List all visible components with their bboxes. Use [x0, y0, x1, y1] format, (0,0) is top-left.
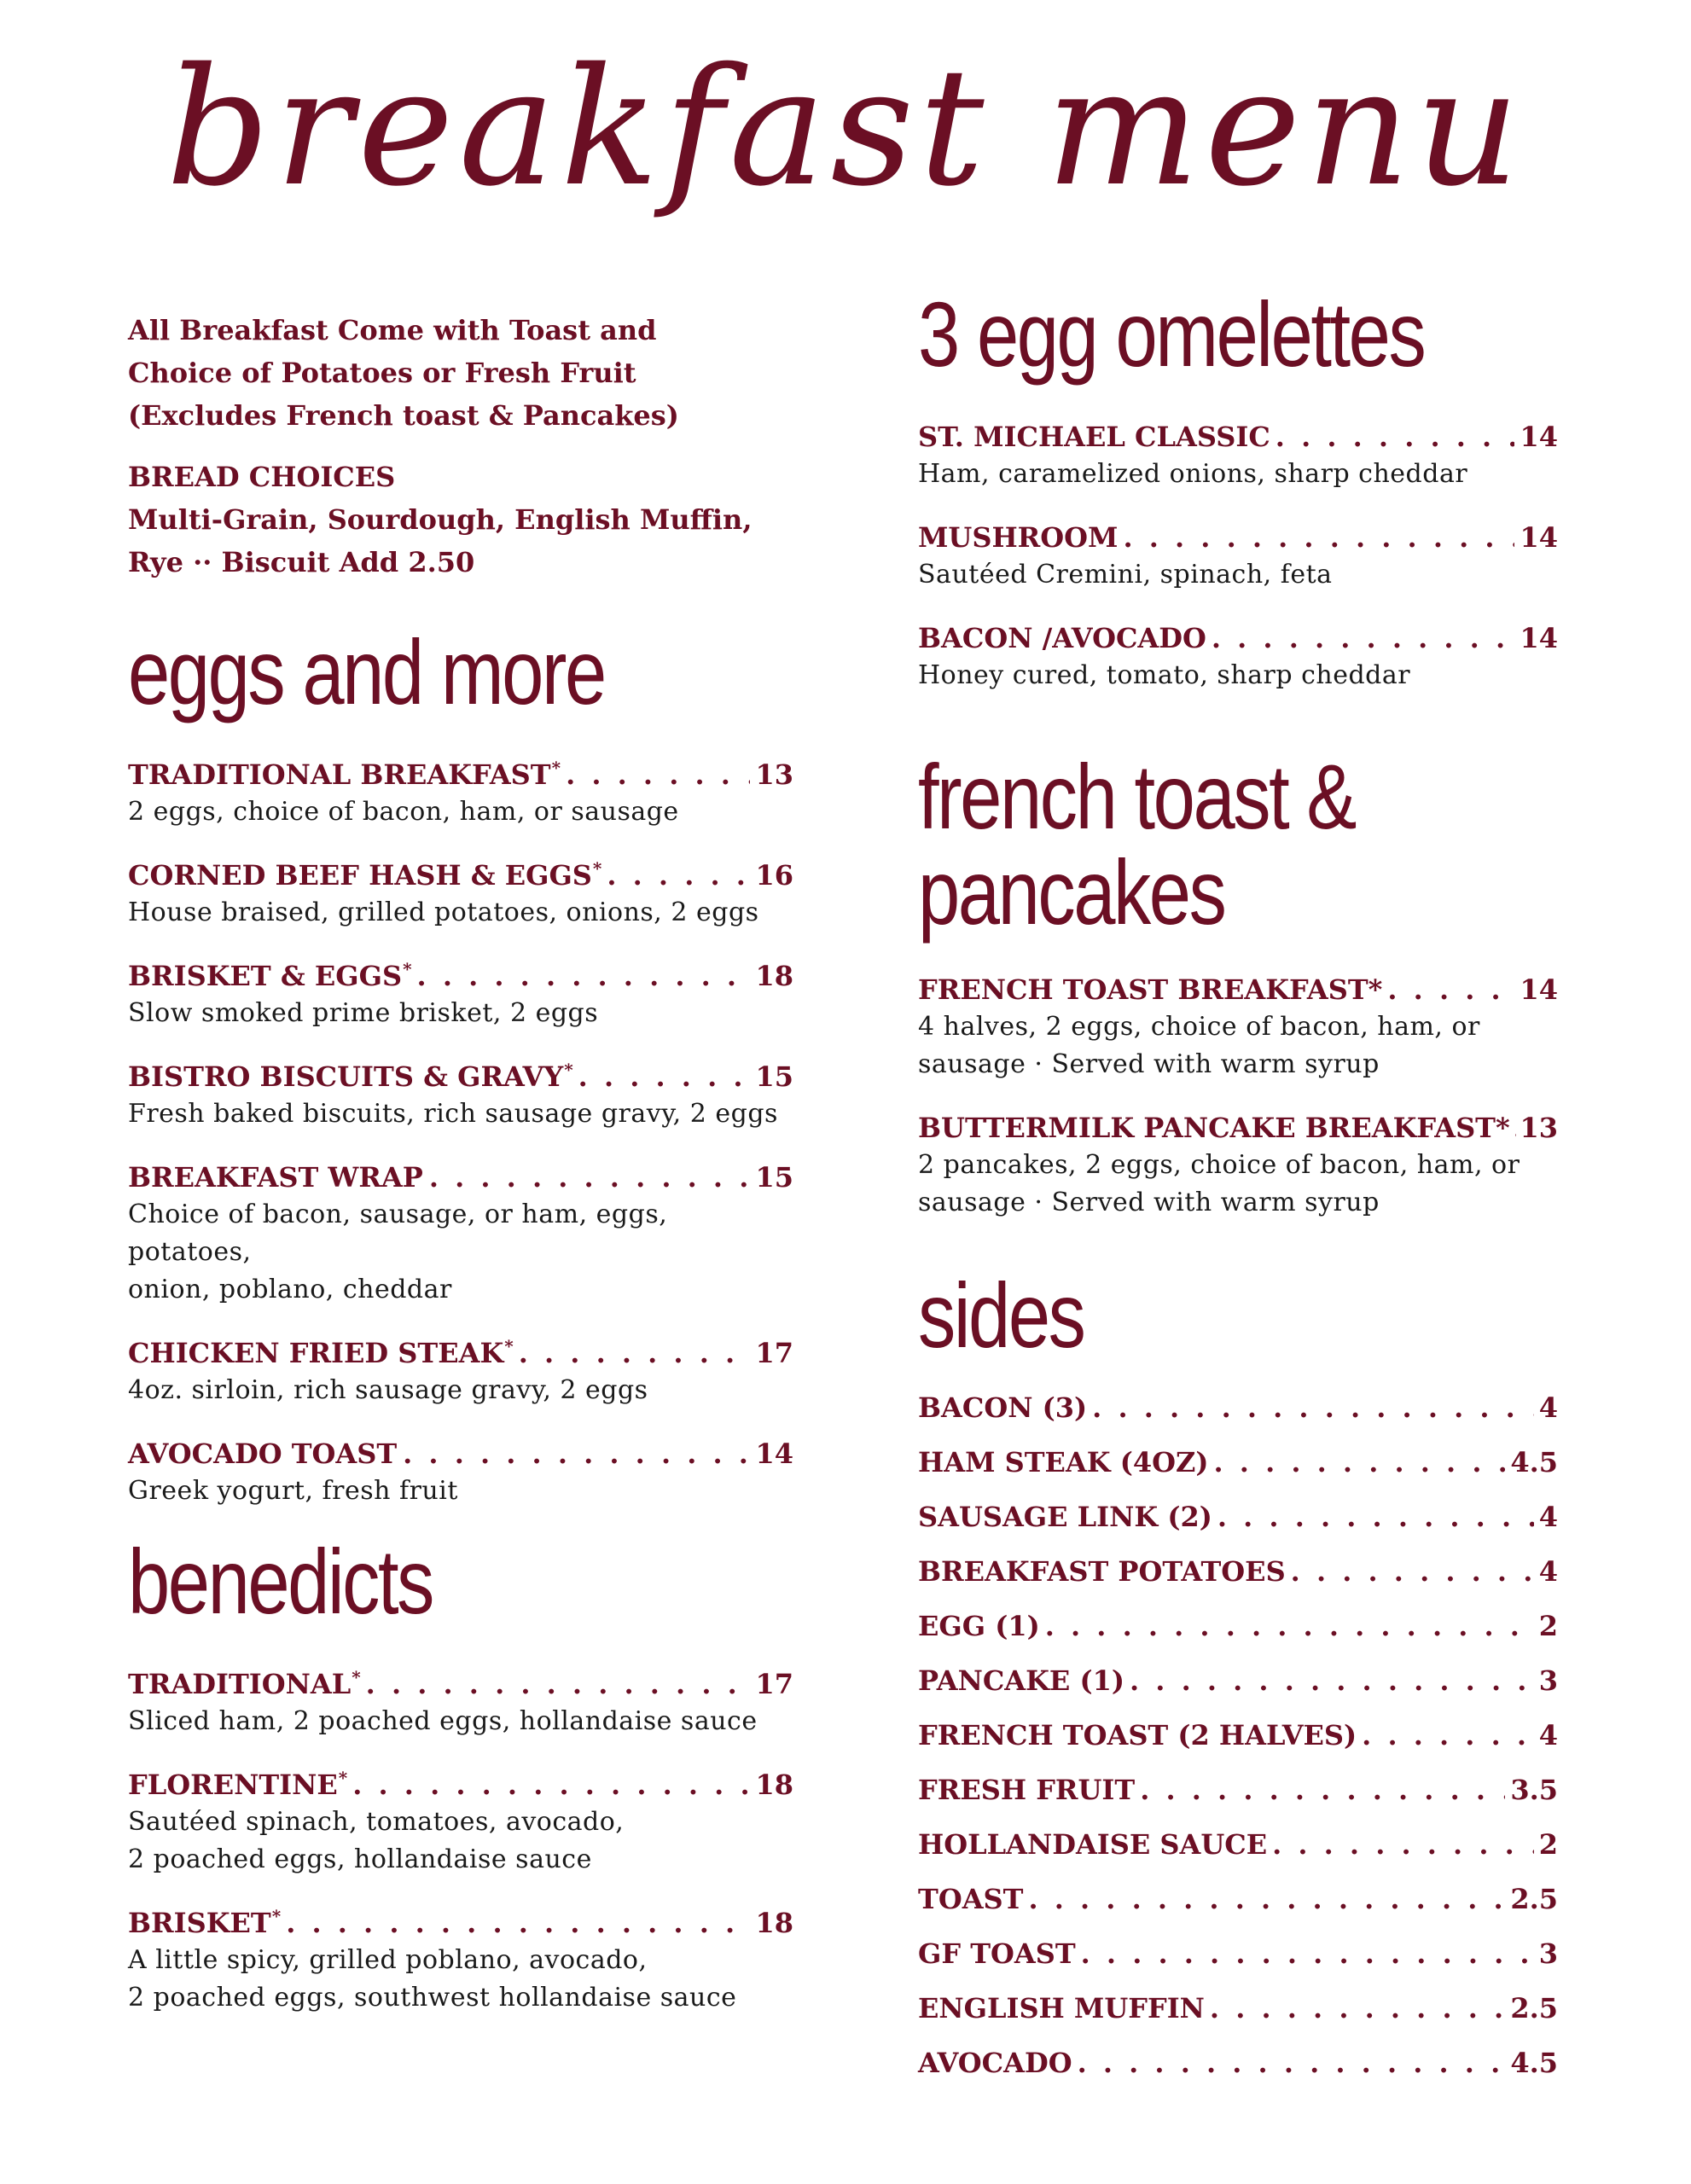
item-name: HAM STEAK (4OZ) — [918, 1446, 1209, 1478]
dot-leader — [1272, 1824, 1534, 1865]
item-description: House braised, grilled potatoes, onions, 2 eggs — [128, 897, 759, 927]
item-description: 2 pancakes, 2 eggs, choice of bacon, ham, or — [918, 1150, 1520, 1180]
dot-leader — [578, 1058, 751, 1095]
item-price: 14 — [1520, 521, 1558, 554]
item-price: 14 — [755, 1438, 793, 1470]
benedicts-list — [128, 1665, 793, 2017]
dot-leader — [1514, 1109, 1517, 1147]
dot-leader — [1387, 971, 1514, 1008]
item-name: TRADITIONAL* — [128, 1667, 361, 1700]
item-price: 18 — [755, 960, 793, 992]
item-name: ENGLISH MUFFIN — [918, 1992, 1205, 2024]
item-description: 2 poached eggs, hollandaise sauce — [128, 1844, 592, 1874]
item-description: Honey cured, tomato, sharp cheddar — [918, 660, 1411, 690]
item-name: BREAKFAST WRAP — [128, 1161, 423, 1194]
menu-item — [918, 519, 1558, 594]
item-price: 4 — [1538, 1555, 1558, 1588]
dot-leader — [1276, 418, 1515, 456]
item-name: FRESH FRUIT — [918, 1774, 1136, 1806]
side-item — [918, 1442, 1558, 1483]
item-price: 3.5 — [1510, 1774, 1558, 1806]
section-heading-benedicts: benedicts — [128, 1530, 433, 1633]
item-name: PANCAKE (1) — [918, 1664, 1124, 1697]
item-price: 18 — [755, 1907, 793, 1939]
bread-choices-line: Rye ·· Biscuit Add 2.50 — [128, 546, 475, 578]
menu-item — [918, 619, 1558, 694]
menu-item — [128, 1159, 793, 1309]
dot-leader — [403, 1435, 750, 1472]
item-name: AVOCADO — [918, 2047, 1072, 2079]
side-item — [918, 1606, 1558, 1647]
dot-leader — [1291, 1551, 1534, 1592]
item-price: 15 — [755, 1060, 793, 1093]
dot-leader — [1210, 1988, 1505, 2029]
side-item — [918, 1824, 1558, 1865]
side-item — [918, 1769, 1558, 1810]
item-price: 2 — [1538, 1610, 1558, 1642]
item-description: A little spicy, grilled poblano, avocado, — [128, 1945, 648, 1975]
side-item — [918, 1551, 1558, 1592]
item-description: sausage · Served with warm syrup — [918, 1188, 1380, 1217]
item-price: 4.5 — [1510, 1446, 1558, 1478]
item-price: 2 — [1538, 1828, 1558, 1861]
item-name: ST. MICHAEL CLASSIC — [918, 421, 1270, 453]
item-description: 4oz. sirloin, rich sausage gravy, 2 eggs — [128, 1375, 648, 1405]
item-name: AVOCADO TOAST — [128, 1438, 398, 1470]
item-name: CORNED BEEF HASH & EGGS* — [128, 858, 602, 892]
item-price: 3 — [1538, 1937, 1558, 1970]
dot-leader — [366, 1665, 751, 1703]
menu-item — [918, 418, 1558, 493]
section-heading-eggs: eggs and more — [128, 620, 605, 723]
item-description: Ham, caramelized onions, sharp cheddar — [918, 459, 1468, 489]
item-price: 14 — [1520, 622, 1558, 654]
menu-item — [918, 1109, 1558, 1222]
dot-leader — [519, 1334, 751, 1372]
item-name: BRISKET* — [128, 1906, 282, 1939]
item-description: Sliced ham, 2 poached eggs, hollandaise sauce — [128, 1706, 758, 1736]
dot-leader — [566, 756, 750, 793]
item-price: 13 — [1520, 1112, 1558, 1144]
item-name: TRADITIONAL BREAKFAST* — [128, 758, 561, 791]
menu-item — [128, 1334, 793, 1409]
item-name: FLORENTINE* — [128, 1768, 348, 1801]
item-price: 17 — [755, 1337, 793, 1369]
item-name: BISTRO BISCUITS & GRAVY* — [128, 1060, 573, 1093]
item-description: 2 eggs, choice of bacon, ham, or sausage — [128, 797, 679, 827]
side-item — [918, 1933, 1558, 1974]
dot-leader — [1362, 1715, 1534, 1756]
item-name: CHICKEN FRIED STEAK* — [128, 1336, 514, 1369]
item-description: 4 halves, 2 eggs, choice of bacon, ham, or — [918, 1012, 1480, 1042]
item-description: sausage · Served with warm syrup — [918, 1049, 1380, 1079]
item-name: TOAST — [918, 1883, 1024, 1915]
item-price: 17 — [755, 1668, 793, 1700]
menu-item — [128, 1904, 793, 2017]
item-name: EGG (1) — [918, 1610, 1040, 1642]
item-description: Choice of bacon, sausage, or ham, eggs, potatoes, — [128, 1199, 668, 1267]
menu-item — [128, 1665, 793, 1740]
menu-title: breakfast menu — [166, 33, 1525, 222]
bread-choices-line: Multi-Grain, Sourdough, English Muffin, — [128, 503, 753, 536]
dot-leader — [1140, 1769, 1505, 1810]
french-toast-list — [918, 971, 1558, 1222]
side-item — [918, 1496, 1558, 1537]
dot-leader — [429, 1159, 751, 1196]
item-name: FRENCH TOAST BREAKFAST* — [918, 973, 1383, 1006]
right-column — [918, 282, 1558, 2097]
item-description: Fresh baked biscuits, rich sausage gravy, 2 eggs — [128, 1099, 778, 1129]
item-name: BREAKFAST POTATOES — [918, 1555, 1286, 1588]
side-item — [918, 1660, 1558, 1701]
menu-item — [918, 971, 1558, 1083]
dot-leader — [1217, 1496, 1534, 1537]
dot-leader — [1081, 1933, 1534, 1974]
menu-item — [128, 1435, 793, 1510]
intro-line: (Excludes French toast & Pancakes) — [128, 399, 679, 432]
bread-choices-title: BREAD CHOICES — [128, 461, 396, 493]
item-price: 2.5 — [1510, 1883, 1558, 1915]
intro-line: Choice of Potatoes or Fresh Fruit — [128, 357, 636, 389]
side-item — [918, 1715, 1558, 1756]
dot-leader — [1078, 2042, 1506, 2083]
side-item — [918, 2042, 1558, 2083]
menu-item — [128, 756, 793, 831]
dot-leader — [1130, 1660, 1534, 1701]
omelettes-list — [918, 418, 1558, 694]
item-description: Slow smoked prime brisket, 2 eggs — [128, 998, 599, 1028]
sides-list — [918, 1387, 1558, 2083]
item-name: MUSHROOM — [918, 521, 1119, 554]
side-item — [918, 1387, 1558, 1428]
intro-block — [128, 309, 793, 584]
item-name: BUTTERMILK PANCAKE BREAKFAST* — [918, 1112, 1510, 1144]
item-price: 13 — [755, 758, 793, 791]
item-price: 14 — [1520, 973, 1558, 1006]
item-name: SAUSAGE LINK (2) — [918, 1501, 1212, 1533]
section-heading-omelettes: 3 egg omelettes — [918, 282, 1425, 386]
item-description: Greek yogurt, fresh fruit — [128, 1476, 458, 1506]
item-price: 4 — [1538, 1391, 1558, 1424]
dot-leader — [607, 857, 750, 894]
eggs-list — [128, 756, 793, 1510]
item-price: 16 — [755, 859, 793, 892]
item-description: onion, poblano, cheddar — [128, 1275, 452, 1304]
item-name: FRENCH TOAST (2 HALVES) — [918, 1719, 1357, 1751]
item-name: GF TOAST — [918, 1937, 1076, 1970]
dot-leader — [352, 1766, 750, 1804]
item-name: HOLLANDAISE SAUCE — [918, 1828, 1268, 1861]
left-column — [128, 309, 793, 2042]
side-item — [918, 1988, 1558, 2029]
item-price: 18 — [755, 1769, 793, 1801]
item-price: 4 — [1538, 1719, 1558, 1751]
item-price: 4.5 — [1510, 2047, 1558, 2079]
dot-leader — [1028, 1879, 1505, 1920]
item-price: 15 — [755, 1161, 793, 1194]
item-price: 14 — [1520, 421, 1558, 453]
item-name: BACON (3) — [918, 1391, 1088, 1424]
dot-leader — [1092, 1387, 1534, 1428]
item-name: BRISKET & EGGS* — [128, 959, 412, 992]
item-name: BACON /AVOCADO — [918, 622, 1206, 654]
menu-item — [128, 1058, 793, 1133]
item-description: Sautéed spinach, tomatoes, avocado, — [128, 1807, 625, 1837]
item-price: 3 — [1538, 1664, 1558, 1697]
dot-leader — [1214, 1442, 1506, 1483]
item-description: Sautéed Cremini, spinach, feta — [918, 560, 1333, 590]
section-heading-sides: sides — [918, 1263, 1084, 1367]
intro-line: All Breakfast Come with Toast and — [128, 314, 657, 346]
section-heading-french-toast: french toast & pancakes — [918, 745, 1355, 944]
menu-item — [128, 1766, 793, 1879]
item-price: 2.5 — [1510, 1992, 1558, 2024]
item-description: 2 poached eggs, southwest hollandaise sauce — [128, 1983, 737, 2013]
dot-leader — [1212, 619, 1515, 657]
dot-leader — [1123, 519, 1514, 556]
item-price: 4 — [1538, 1501, 1558, 1533]
side-item — [918, 1879, 1558, 1920]
menu-item — [128, 857, 793, 932]
dot-leader — [1045, 1606, 1534, 1647]
dot-leader — [417, 957, 751, 995]
menu-item — [128, 957, 793, 1032]
dot-leader — [286, 1904, 750, 1942]
